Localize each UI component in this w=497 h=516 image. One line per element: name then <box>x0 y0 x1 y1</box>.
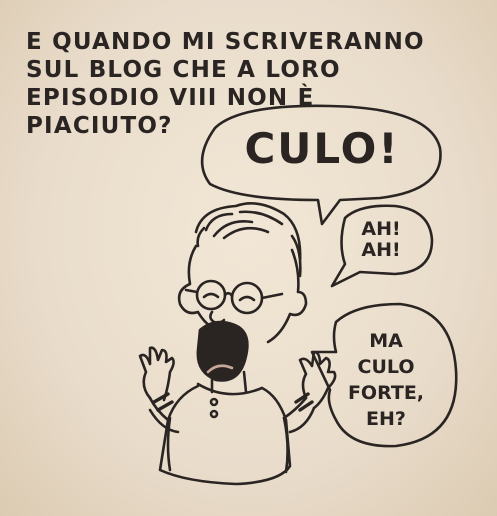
character-hair <box>196 203 300 276</box>
character-left-hand <box>140 348 174 400</box>
followup-line-2: CULO <box>357 356 415 378</box>
caption-line-3: EPISODIO VIII NON È <box>26 85 315 111</box>
followup-line-1: MA <box>369 330 403 352</box>
bubble-main-text: CULO! <box>244 124 400 173</box>
laugh-line-1: AH! <box>361 218 401 240</box>
followup-line-3: FORTE, <box>347 382 425 404</box>
character-body <box>160 386 290 484</box>
laugh-line-2: AH! <box>361 239 401 261</box>
caption-line-1: E QUANDO MI SCRIVERANNO <box>26 29 425 55</box>
followup-line-4: EH? <box>366 408 406 430</box>
caption-line-2: SUL BLOG CHE A LORO <box>26 57 341 83</box>
caption-line-4: PIACIUTO? <box>26 113 173 139</box>
bubble-followup-text <box>326 328 446 432</box>
character-mouth <box>198 322 248 381</box>
bubble-laugh-text <box>341 219 421 261</box>
